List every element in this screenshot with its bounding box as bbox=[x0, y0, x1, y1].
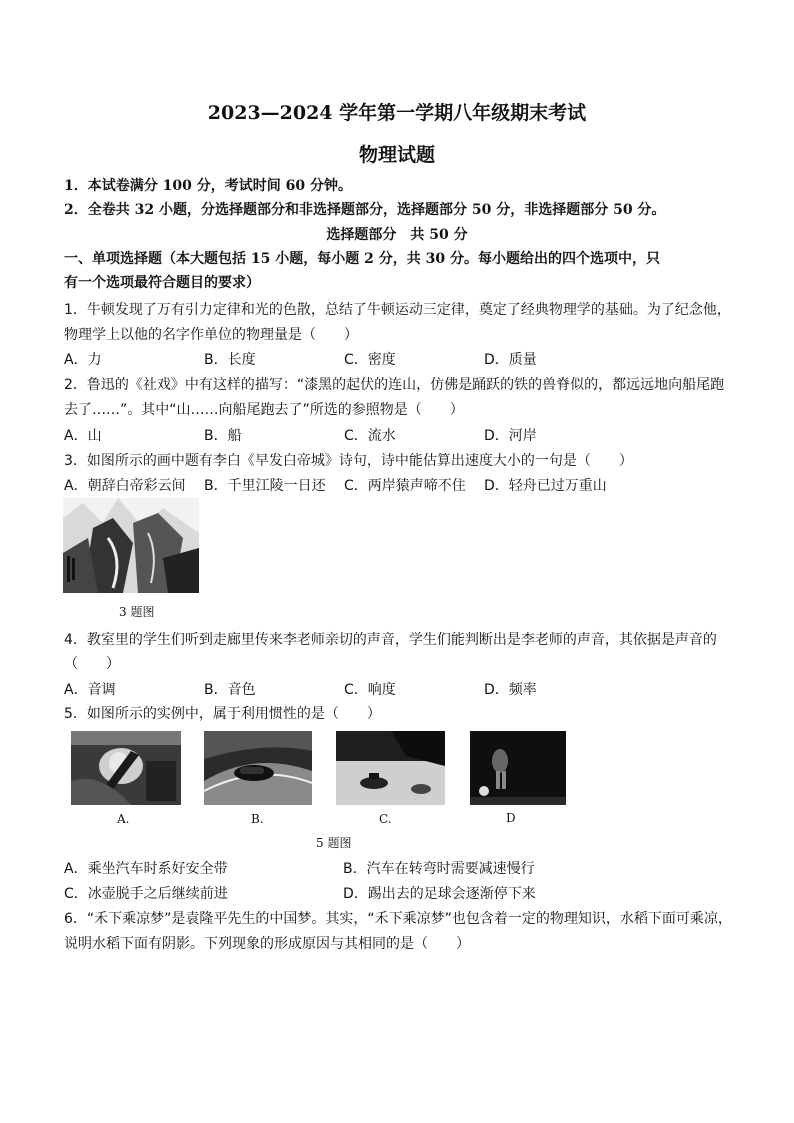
q1-option-d: D．质量 bbox=[484, 352, 537, 368]
q5-image-c-curling bbox=[336, 731, 445, 805]
note-2: 2．全卷共 32 小题，分选择题部分和非选择题部分，选择题部分 50 分，非选择题部分 50 分。 bbox=[64, 202, 666, 218]
q4-option-d: D．频率 bbox=[484, 682, 537, 698]
q6-stem-line1: 6．“禾下乘凉梦”是袁隆平先生的中国梦。其实，“禾下乘凉梦”也包含着一定的物理知识，水稻下面可乘凉， bbox=[64, 911, 732, 927]
q1-stem-line2: 物理学上以他的名字作单位的物理量是（ ） bbox=[64, 327, 358, 343]
q6-stem-line2: 说明水稻下面有阴影。下列现象的形成原因与其相同的是（ ） bbox=[64, 936, 470, 952]
q5-image-b-car-turning bbox=[204, 731, 312, 805]
q5-option-c: C．冰壶脱手之后继续前进 bbox=[64, 886, 228, 902]
q5-image-a-seatbelt bbox=[71, 731, 181, 805]
q3-option-d: D．轻舟已过万重山 bbox=[484, 478, 607, 494]
q5-option-d: D．踢出去的足球会逐渐停下来 bbox=[343, 886, 536, 902]
q1-option-a: A．力 bbox=[64, 352, 102, 368]
q5-option-b: B．汽车在转弯时需要减速慢行 bbox=[343, 861, 535, 877]
q3-painting-image bbox=[63, 498, 199, 593]
exam-title: 2023—2024 学年第一学期八年级期末考试 bbox=[207, 102, 587, 124]
q2-option-c: C．流水 bbox=[344, 428, 396, 444]
q4-option-a: A．音调 bbox=[64, 682, 116, 698]
q5-image-d-football bbox=[470, 731, 566, 805]
q2-option-b: B．船 bbox=[204, 428, 242, 444]
q3-option-b: B．千里江陵一日还 bbox=[204, 478, 326, 494]
section-heading-line1: 一、单项选择题（本大题包括 15 小题，每小题 2 分，共 30 分。每小题给出的四个选项中，只 bbox=[64, 251, 660, 267]
part-heading: 选择题部分 共 50 分 bbox=[326, 227, 468, 243]
q1-option-b: B．长度 bbox=[204, 352, 256, 368]
q5-figure-caption: 5 题图 bbox=[316, 836, 352, 850]
q4-option-b: B．音色 bbox=[204, 682, 256, 698]
q2-stem-line2: 去了……”。其中“山……向船尾跑去了”所选的参照物是（ ） bbox=[64, 402, 464, 418]
q3-option-c: C．两岸猿声啼不住 bbox=[344, 478, 466, 494]
q5-option-a: A．乘坐汽车时系好安全带 bbox=[64, 861, 228, 877]
q1-stem-line1: 1．牛顿发现了万有引力定律和光的色散，总结了牛顿运动三定律，奠定了经典物理学的基础。为了纪念他， bbox=[64, 302, 731, 318]
q4-option-c: C．响度 bbox=[344, 682, 396, 698]
section-heading-line2: 有一个选项最符合题目的要求） bbox=[64, 275, 260, 291]
q2-option-d: D．河岸 bbox=[484, 428, 537, 444]
q5-image-label-b: B. bbox=[251, 812, 264, 826]
q4-stem-line1: 4．教室里的学生们听到走廊里传来李老师亲切的声音，学生们能判断出是李老师的声音，其依据是声音的 bbox=[64, 632, 717, 648]
q5-stem-line1: 5．如图所示的实例中，属于利用惯性的是（ ） bbox=[64, 706, 381, 722]
q1-option-c: C．密度 bbox=[344, 352, 396, 368]
q3-stem-line1: 3．如图所示的画中题有李白《早发白帝城》诗句，诗中能估算出速度大小的一句是（ ） bbox=[64, 453, 633, 469]
q5-image-label-c: C. bbox=[379, 812, 392, 826]
note-1: 1．本试卷满分 100 分，考试时间 60 分钟。 bbox=[64, 178, 352, 194]
q5-image-label-d: D bbox=[506, 811, 516, 825]
q2-option-a: A．山 bbox=[64, 428, 102, 444]
exam-subject: 物理试题 bbox=[358, 144, 435, 166]
q4-stem-line2: （ ） bbox=[64, 656, 120, 672]
q3-figure-caption: 3 题图 bbox=[119, 605, 155, 619]
q5-image-label-a: A. bbox=[117, 812, 130, 826]
q2-stem-line1: 2．鲁迅的《社戏》中有这样的描写：“漆黑的起伏的连山，仿佛是踊跃的铁的兽脊似的，都远远地向船尾跑 bbox=[64, 377, 725, 393]
q3-option-a: A．朝辞白帝彩云间 bbox=[64, 478, 186, 494]
